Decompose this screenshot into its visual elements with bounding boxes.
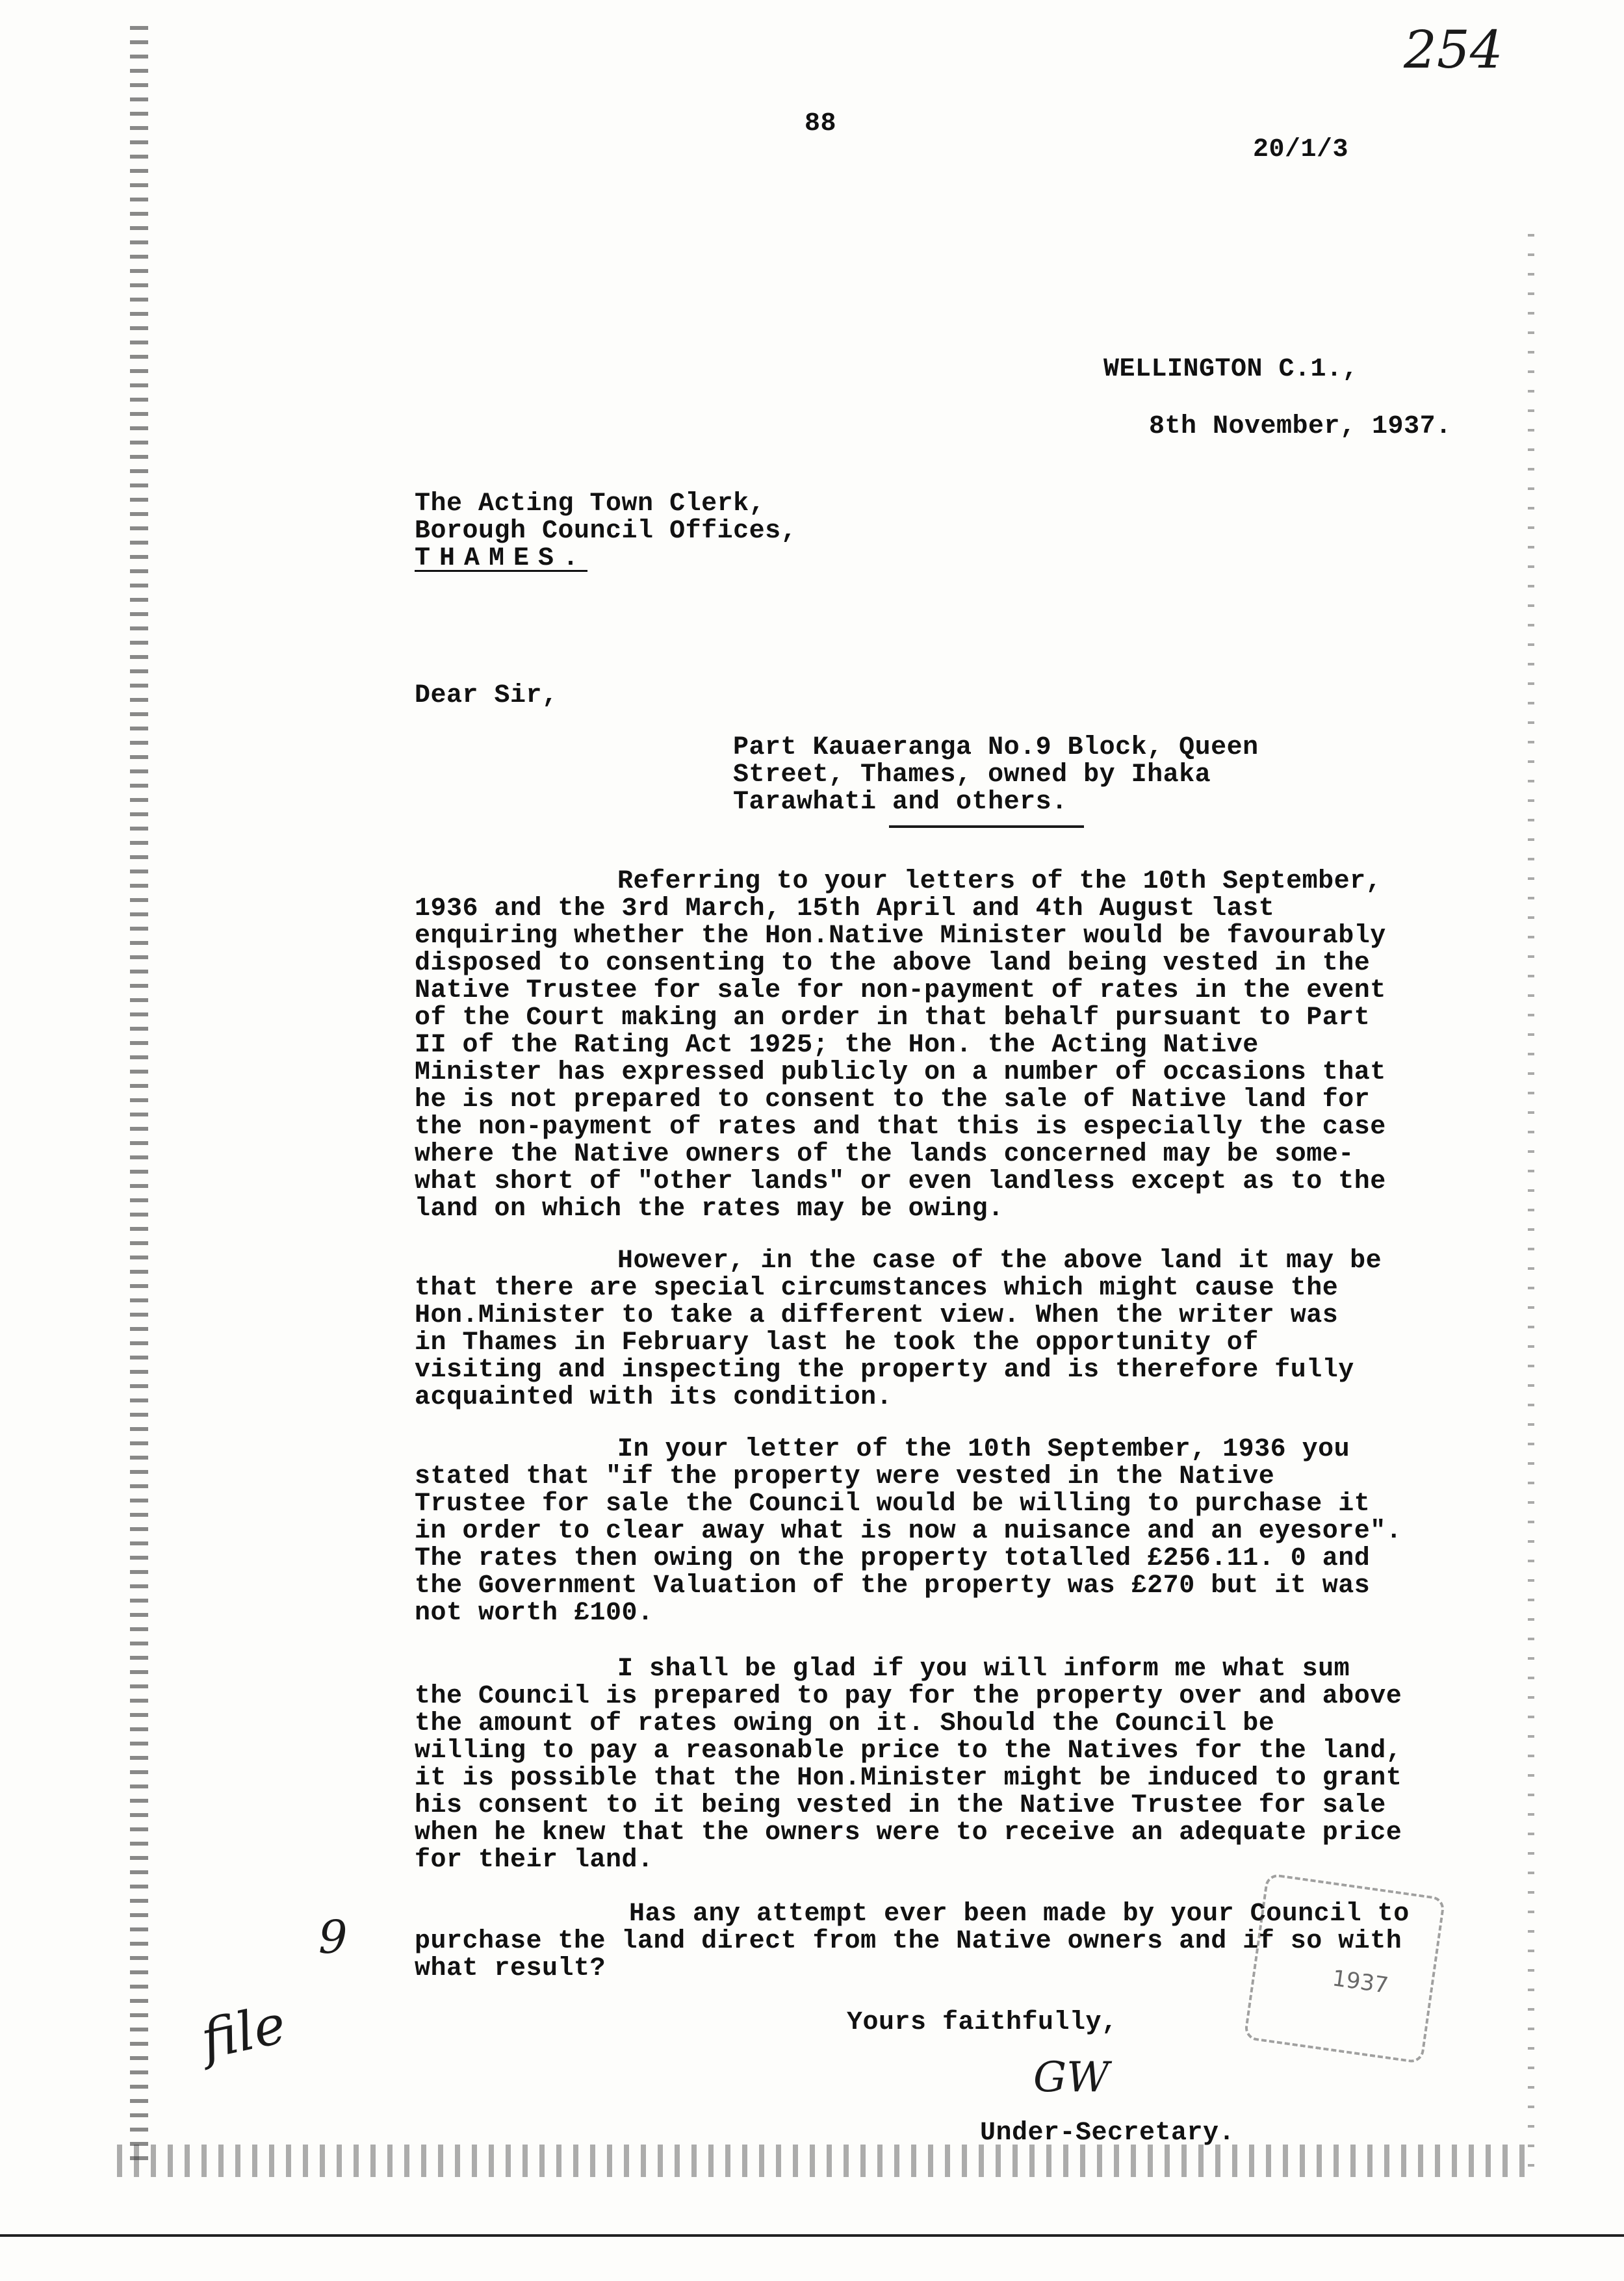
body-line: stated that "if the property were vested in the Native (415, 1462, 1275, 1491)
salutation: Dear Sir, (415, 681, 558, 710)
sender-location: WELLINGTON C.1., (1103, 355, 1359, 384)
page-bottom-rule (0, 2234, 1624, 2237)
body-line: that there are special circumstances which might cause the (415, 1274, 1339, 1303)
subject-line-1: Part Kauaeranga No.9 Block, Queen (733, 733, 1259, 762)
recipient-line-2: Borough Council Offices, (415, 517, 797, 546)
body-line: II of the Rating Act 1925; the Hon. the Acting Native (415, 1031, 1259, 1060)
body-line: enquiring whether the Hon.Native Minister would be favourably (415, 921, 1386, 951)
subject-line-3: Tarawhati and others. (733, 788, 1068, 817)
body-line: in Thames in February last he took the opportunity of (415, 1328, 1259, 1358)
paragraph-1 (415, 868, 1386, 1223)
body-line: Minister has expressed publicly on a number of occasions that (415, 1058, 1386, 1087)
file-reference: 20/1/3 (1253, 135, 1349, 164)
body-line: Referring to your letters of the 10th September, (617, 867, 1382, 896)
body-line: The rates then owing on the property totalled £256.11. 0 and (415, 1544, 1371, 1573)
stamp-date: 1937 (1330, 1965, 1390, 1999)
letter-date: 8th November, 1937. (1149, 412, 1452, 441)
body-line: what short of "other lands" or even landless except as to the (415, 1167, 1386, 1196)
body-line: Trustee for sale the Council would be willing to purchase it (415, 1489, 1371, 1519)
margin-note: file (196, 1993, 291, 2072)
body-line: the Council is prepared to pay for the property over and above (415, 1682, 1402, 1711)
scan-edge-right (1528, 234, 1534, 2171)
body-line: Hon.Minister to take a different view. When the writer was (415, 1301, 1339, 1330)
paragraph-2 (415, 1248, 1382, 1411)
body-line: the Government Valuation of the property was £270 but it was (415, 1571, 1371, 1601)
body-line: where the Native owners of the lands concerned may be some- (415, 1140, 1354, 1169)
body-line: he is not prepared to consent to the sale of Native land for (415, 1085, 1371, 1115)
paragraph-4 (415, 1656, 1402, 1874)
typed-page-number: 88 (805, 109, 837, 138)
scan-edge-bottom (117, 2145, 1534, 2177)
handwritten-page-number: 254 (1404, 19, 1503, 80)
body-line: disposed to consenting to the above land being vested in the (415, 949, 1371, 978)
body-line: it is possible that the Hon.Minister might be induced to grant (415, 1764, 1402, 1793)
body-line: willing to pay a reasonable price to the Natives for the land, (415, 1736, 1402, 1766)
subject-divider (889, 825, 1084, 828)
body-line: land on which the rates may be owing. (415, 1194, 1004, 1224)
signature: GW (1033, 2054, 1109, 2102)
body-line: visiting and inspecting the property and is therefore fully (415, 1356, 1354, 1385)
signatory-title: Under-Secretary. (980, 2119, 1235, 2148)
body-line: when he knew that the owners were to receive an adequate price (415, 1818, 1402, 1848)
body-line: However, in the case of the above land it may be (617, 1246, 1382, 1276)
body-line: in order to clear away what is now a nuisance and an eyesore". (415, 1517, 1402, 1546)
body-line: In your letter of the 10th September, 1936 you (617, 1435, 1350, 1464)
body-line: his consent to it being vested in the Native Trustee for sale (415, 1791, 1386, 1820)
body-line: Native Trustee for sale for non-payment of rates in the event (415, 976, 1386, 1005)
body-line: I shall be glad if you will inform me what sum (617, 1655, 1350, 1684)
body-line: not worth £100. (415, 1599, 654, 1628)
recipient-line-1: The Acting Town Clerk, (415, 489, 766, 519)
recipient-address (415, 491, 797, 573)
body-line: what result? (415, 1954, 606, 1983)
margin-note-number: 9 (318, 1911, 348, 1964)
subject-line-2: Street, Thames, owned by Ihaka (733, 760, 1211, 790)
body-line: for their land. (415, 1846, 654, 1875)
recipient-line-3: THAMES. (415, 544, 588, 573)
body-line: purchase the land direct from the Native owners and if so with (415, 1927, 1402, 1956)
body-line: Has any attempt ever been made by your Council to (629, 1900, 1410, 1929)
body-line: the non-payment of rates and that this is especially the case (415, 1113, 1386, 1142)
subject-block (733, 734, 1259, 816)
body-line: 1936 and the 3rd March, 15th April and 4th August last (415, 894, 1275, 923)
closing: Yours faithfully, (847, 2008, 1118, 2037)
body-line: of the Court making an order in that behalf pursuant to Part (415, 1003, 1371, 1033)
scan-edge-left (130, 26, 148, 2164)
paragraph-3 (415, 1436, 1402, 1627)
body-line: the amount of rates owing on it. Should the Council be (415, 1709, 1275, 1738)
body-line: acquainted with its condition. (415, 1383, 893, 1412)
